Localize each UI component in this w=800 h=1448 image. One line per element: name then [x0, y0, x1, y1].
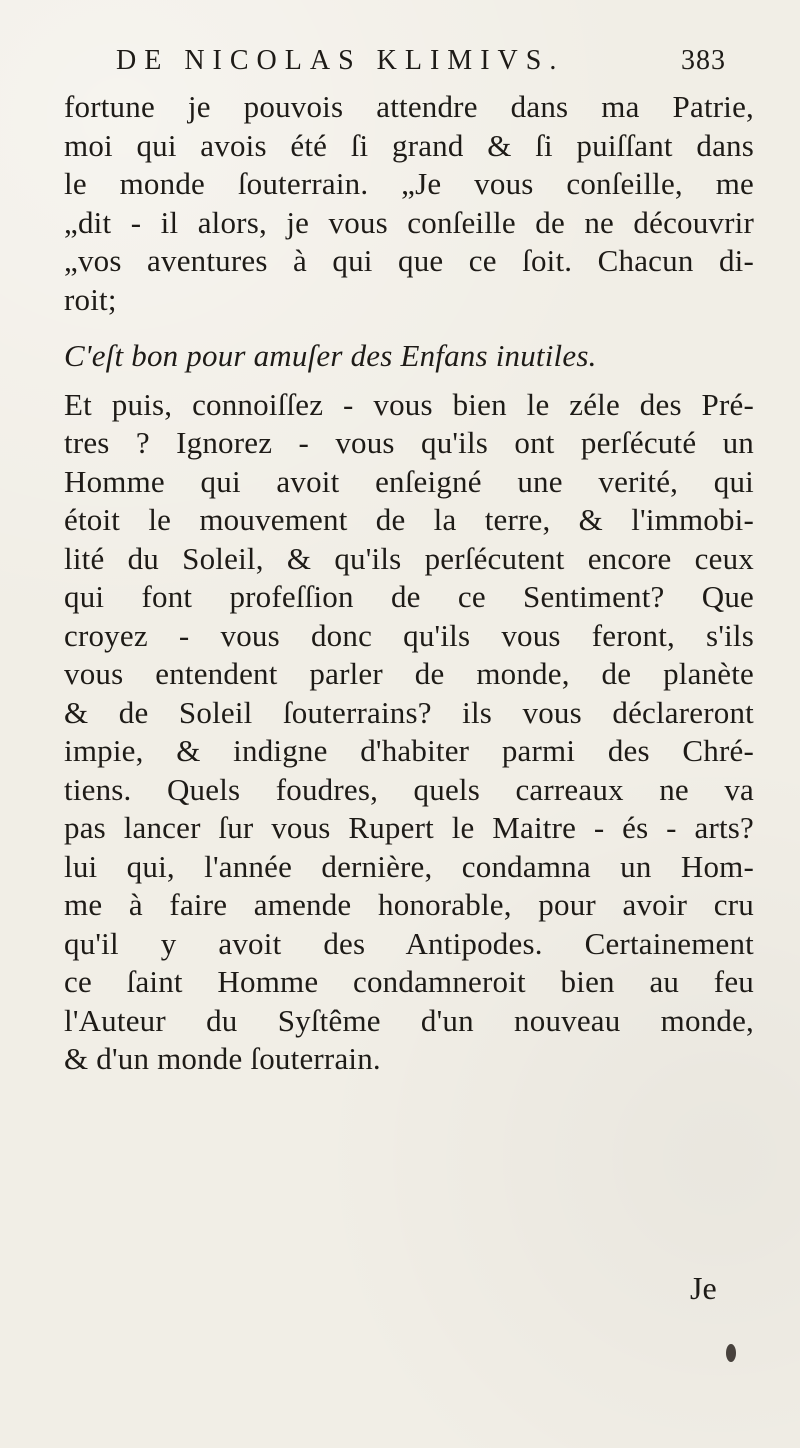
text-line: „dit - il alors, je vous conſeille de ne découvrir [64, 204, 754, 240]
text-line: & d'un monde ſouterrain. [64, 1041, 381, 1076]
text-line: impie, & indigne d'habiter parmi des Chré- [64, 733, 754, 768]
page-number: 383 [681, 45, 726, 76]
text-line: roit; [64, 281, 117, 317]
text-line: lui qui, l'année dernière, condamna un Hom- [64, 848, 754, 884]
text-line: tres ? Ignorez - vous qu'ils ont perſécuté un [64, 425, 754, 460]
text-line: ce ſaint Homme condamneroit bien au feu [64, 964, 754, 999]
catchword: Je [690, 1270, 717, 1306]
body-text [64, 88, 754, 1079]
text-line: Homme qui avoit enſeigné une verité, qui [64, 463, 754, 499]
text-line: qu'il y avoit des Antipodes. Certainement [64, 925, 754, 961]
text-line: croyez - vous donc qu'ils vous feront, s'ils [64, 617, 754, 653]
text-line: tiens. Quels foudres, quels carreaux ne va [64, 771, 754, 807]
text-line: & de Soleil ſouterrains? ils vous déclareront [64, 694, 754, 730]
text-line: lité du Soleil, & qu'ils perſécutent encore ceux [64, 540, 754, 576]
text-line: le monde ſouterrain. „Je vous conſeille, me [64, 166, 754, 201]
text-line: moi qui avois été ſi grand & ſi puiſſant dans [64, 127, 754, 163]
text-line: vous entendent parler de monde, de planète [64, 656, 754, 691]
ink-mark [726, 1344, 736, 1362]
text-line: pas lancer ſur vous Rupert le Maitre - és - arts? [64, 810, 754, 845]
text-line: Et puis, connoiſſez - vous bien le zéle des Pré- [64, 386, 754, 422]
page-header [116, 41, 726, 81]
text-line: fortune je pouvois attendre dans ma Patrie, [64, 89, 754, 124]
running-title: DE NICOLAS KLIMIVS. [116, 45, 565, 76]
text-line: l'Auteur du Syſtême d'un nouveau monde, [64, 1002, 754, 1038]
text-line: étoit le mouvement de la terre, & l'immobi- [64, 502, 754, 537]
text-line: me à faire amende honorable, pour avoir cru [64, 887, 754, 922]
text-line: qui font profeſſion de ce Sentiment? Que [64, 579, 754, 614]
italic-quote: C'eſt bon pour amuſer des Enfans inutiles. [64, 338, 597, 373]
text-line: „vos aventures à qui que ce ſoit. Chacun di- [64, 243, 754, 278]
